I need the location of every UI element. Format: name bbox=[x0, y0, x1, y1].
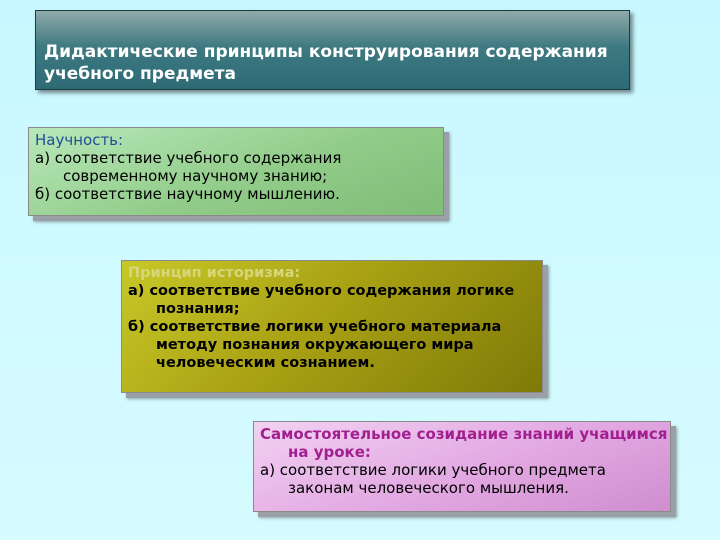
card-line: методу познания окружающего мира bbox=[156, 337, 474, 353]
card-heading: Самостоятельное созидание знаний учащимся bbox=[260, 425, 668, 443]
principle-card-independent-creation bbox=[253, 421, 671, 512]
principle-card-scientific bbox=[28, 127, 444, 216]
card-heading: Научность: bbox=[35, 131, 124, 149]
card-heading: Принцип историзма: bbox=[128, 265, 301, 281]
card-line: а) соответствие учебного содержания логике bbox=[128, 283, 515, 299]
card-heading-cont: на уроке: bbox=[288, 443, 371, 461]
slide-title-line-2: учебного предмета bbox=[44, 64, 236, 84]
slide-title-line-1: Дидактические принципы конструирования содержания bbox=[44, 42, 608, 62]
card-line: б) соответствие научному мышлению. bbox=[35, 185, 340, 203]
card-line: а) соответствие логики учебного предмета bbox=[260, 461, 606, 479]
card-line: человеческим сознанием. bbox=[156, 355, 375, 371]
principle-card-historicism bbox=[121, 260, 543, 393]
card-line: б) соответствие логики учебного материала bbox=[128, 319, 502, 335]
card-line: а) соответствие учебного содержания bbox=[35, 149, 342, 167]
slide-title bbox=[35, 10, 630, 90]
card-line: познания; bbox=[156, 301, 240, 317]
card-line: законам человеческого мышления. bbox=[288, 479, 569, 497]
card-line: современному научному знанию; bbox=[63, 167, 328, 185]
